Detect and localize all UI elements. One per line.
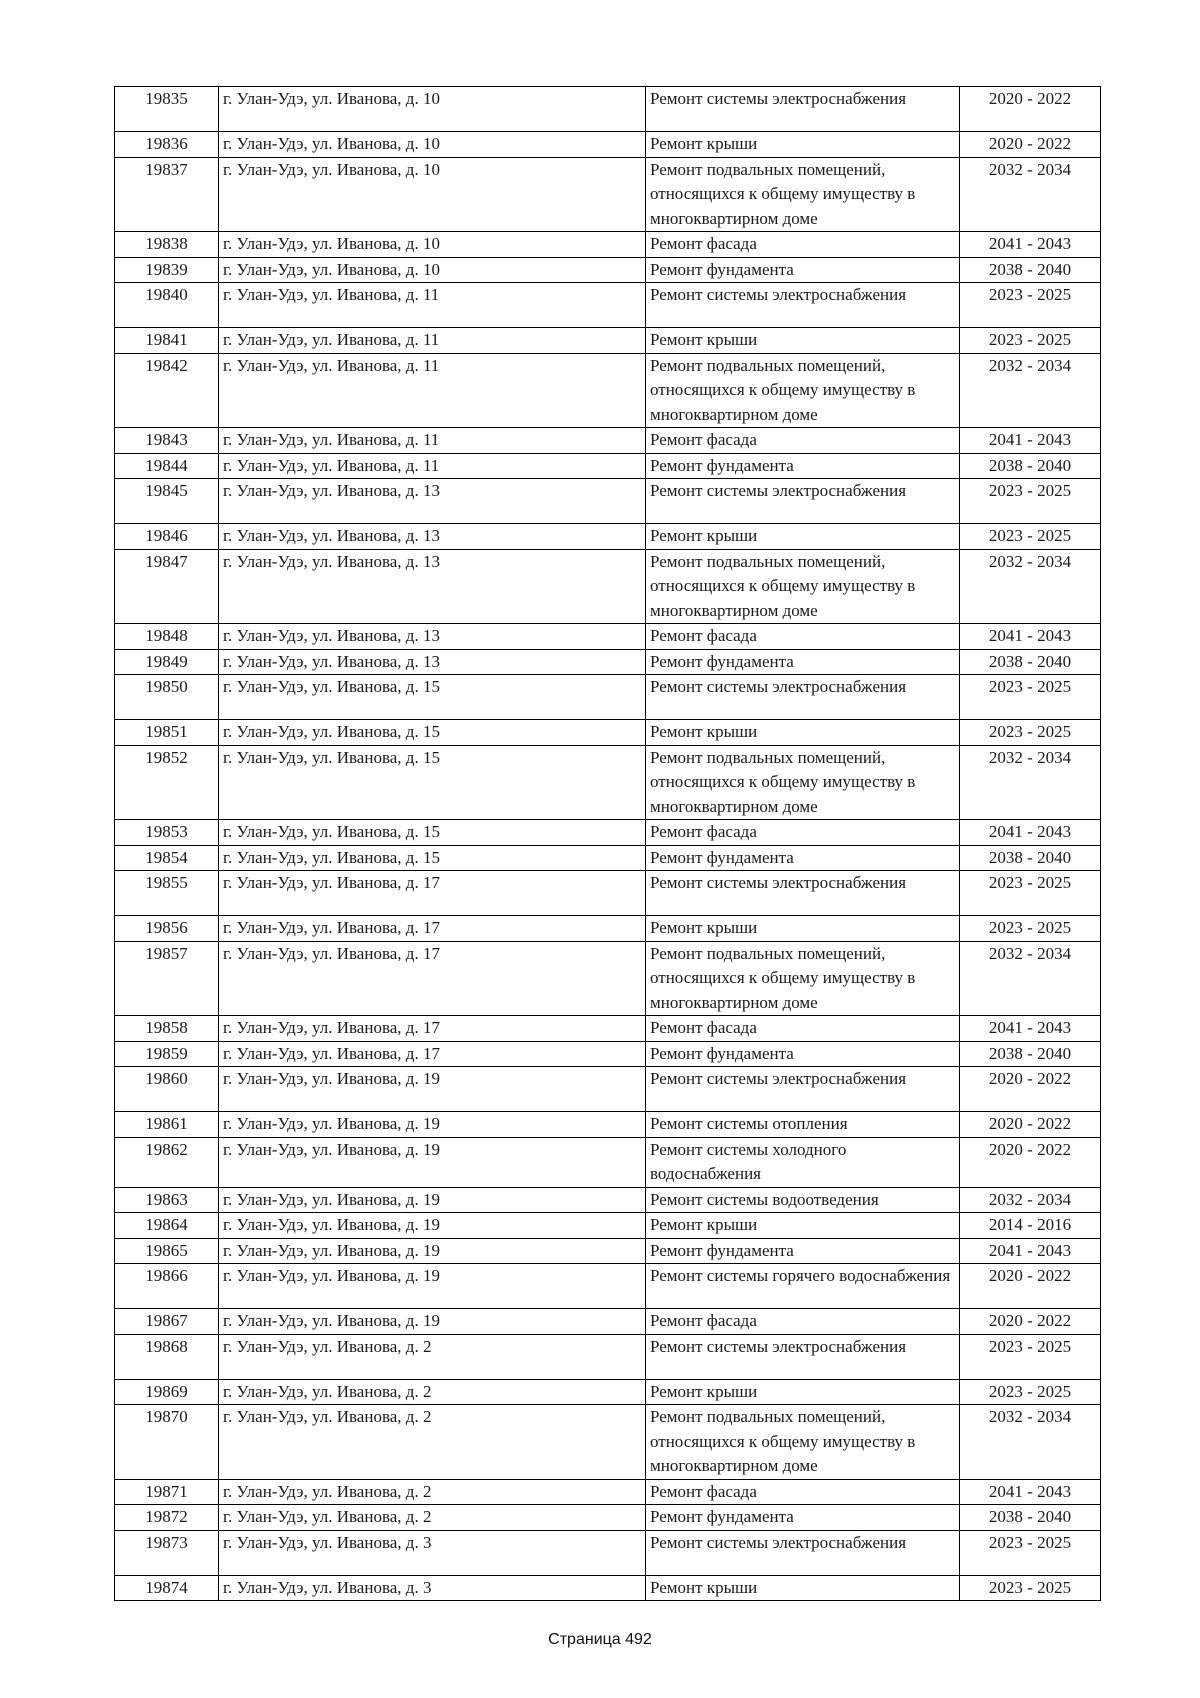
period-cell: 2020 - 2022 [960, 1067, 1101, 1112]
work-type-cell: Ремонт фасада [646, 820, 960, 846]
work-type-cell: Ремонт системы отопления [646, 1112, 960, 1138]
work-type-cell: Ремонт системы электроснабжения [646, 87, 960, 132]
work-type-cell: Ремонт подвальных помещений, относящихся к общему имуществу в многоквартирном доме [646, 941, 960, 1016]
address-cell: г. Улан-Удэ, ул. Иванова, д. 17 [219, 1016, 646, 1042]
address-cell: г. Улан-Удэ, ул. Иванова, д. 10 [219, 87, 646, 132]
period-cell: 2038 - 2040 [960, 649, 1101, 675]
address-cell: г. Улан-Удэ, ул. Иванова, д. 13 [219, 524, 646, 550]
work-type-cell: Ремонт крыши [646, 1575, 960, 1601]
address-cell: г. Улан-Удэ, ул. Иванова, д. 3 [219, 1530, 646, 1575]
table-row [115, 1334, 1101, 1379]
table-row [115, 845, 1101, 871]
work-type-cell: Ремонт фундамента [646, 1505, 960, 1531]
table-row [115, 1041, 1101, 1067]
row-number-cell: 19854 [115, 845, 219, 871]
period-cell: 2032 - 2034 [960, 549, 1101, 624]
period-cell: 2023 - 2025 [960, 1379, 1101, 1405]
work-type-cell: Ремонт фасада [646, 232, 960, 258]
work-type-cell: Ремонт фасада [646, 1016, 960, 1042]
table-row [115, 453, 1101, 479]
work-type-cell: Ремонт фасада [646, 624, 960, 650]
table-row [115, 1187, 1101, 1213]
address-cell: г. Улан-Удэ, ул. Иванова, д. 13 [219, 649, 646, 675]
work-type-cell: Ремонт системы горячего водоснабжения [646, 1264, 960, 1309]
table-row [115, 1016, 1101, 1042]
work-type-cell: Ремонт фасада [646, 1309, 960, 1335]
period-cell: 2020 - 2022 [960, 1112, 1101, 1138]
work-type-cell: Ремонт фасада [646, 1479, 960, 1505]
row-number-cell: 19868 [115, 1334, 219, 1379]
work-type-cell: Ремонт системы водоотведения [646, 1187, 960, 1213]
page-number: Страница 492 [548, 1631, 652, 1648]
period-cell: 2041 - 2043 [960, 820, 1101, 846]
row-number-cell: 19873 [115, 1530, 219, 1575]
table-row [115, 675, 1101, 720]
row-number-cell: 19865 [115, 1238, 219, 1264]
period-cell: 2032 - 2034 [960, 157, 1101, 232]
address-cell: г. Улан-Удэ, ул. Иванова, д. 2 [219, 1405, 646, 1480]
period-cell: 2020 - 2022 [960, 1137, 1101, 1187]
row-number-cell: 19835 [115, 87, 219, 132]
row-number-cell: 19862 [115, 1137, 219, 1187]
table-row [115, 624, 1101, 650]
address-cell: г. Улан-Удэ, ул. Иванова, д. 19 [219, 1264, 646, 1309]
table-row [115, 1379, 1101, 1405]
period-cell: 2032 - 2034 [960, 1187, 1101, 1213]
table-row [115, 87, 1101, 132]
work-type-cell: Ремонт крыши [646, 328, 960, 354]
work-type-cell: Ремонт подвальных помещений, относящихся к общему имуществу в многоквартирном доме [646, 157, 960, 232]
table-row [115, 428, 1101, 454]
work-type-cell: Ремонт системы электроснабжения [646, 283, 960, 328]
work-type-cell: Ремонт системы электроснабжения [646, 1067, 960, 1112]
row-number-cell: 19840 [115, 283, 219, 328]
address-cell: г. Улан-Удэ, ул. Иванова, д. 10 [219, 157, 646, 232]
address-cell: г. Улан-Удэ, ул. Иванова, д. 19 [219, 1067, 646, 1112]
period-cell: 2023 - 2025 [960, 1575, 1101, 1601]
work-type-cell: Ремонт подвальных помещений, относящихся к общему имуществу в многоквартирном доме [646, 1405, 960, 1480]
period-cell: 2041 - 2043 [960, 1238, 1101, 1264]
address-cell: г. Улан-Удэ, ул. Иванова, д. 19 [219, 1112, 646, 1138]
table-row [115, 941, 1101, 1016]
work-type-cell: Ремонт крыши [646, 1213, 960, 1239]
table-row [115, 1405, 1101, 1480]
table-row [115, 283, 1101, 328]
period-cell: 2023 - 2025 [960, 675, 1101, 720]
period-cell: 2032 - 2034 [960, 941, 1101, 1016]
address-cell: г. Улан-Удэ, ул. Иванова, д. 13 [219, 479, 646, 524]
address-cell: г. Улан-Удэ, ул. Иванова, д. 15 [219, 845, 646, 871]
row-number-cell: 19839 [115, 257, 219, 283]
period-cell: 2041 - 2043 [960, 624, 1101, 650]
address-cell: г. Улан-Удэ, ул. Иванова, д. 19 [219, 1309, 646, 1335]
row-number-cell: 19842 [115, 353, 219, 428]
work-type-cell: Ремонт крыши [646, 1379, 960, 1405]
period-cell: 2041 - 2043 [960, 428, 1101, 454]
address-cell: г. Улан-Удэ, ул. Иванова, д. 2 [219, 1505, 646, 1531]
work-type-cell: Ремонт фундамента [646, 649, 960, 675]
work-type-cell: Ремонт системы электроснабжения [646, 1530, 960, 1575]
address-cell: г. Улан-Удэ, ул. Иванова, д. 10 [219, 257, 646, 283]
period-cell: 2038 - 2040 [960, 257, 1101, 283]
address-cell: г. Улан-Удэ, ул. Иванова, д. 13 [219, 549, 646, 624]
row-number-cell: 19848 [115, 624, 219, 650]
work-type-cell: Ремонт фундамента [646, 1041, 960, 1067]
period-cell: 2041 - 2043 [960, 232, 1101, 258]
period-cell: 2023 - 2025 [960, 1334, 1101, 1379]
row-number-cell: 19860 [115, 1067, 219, 1112]
row-number-cell: 19853 [115, 820, 219, 846]
table-row [115, 232, 1101, 258]
table-row [115, 871, 1101, 916]
address-cell: г. Улан-Удэ, ул. Иванова, д. 11 [219, 328, 646, 354]
table-row [115, 1112, 1101, 1138]
row-number-cell: 19874 [115, 1575, 219, 1601]
repair-schedule-table [114, 86, 1101, 1601]
period-cell: 2023 - 2025 [960, 479, 1101, 524]
row-number-cell: 19851 [115, 720, 219, 746]
table-row [115, 720, 1101, 746]
table-row [115, 649, 1101, 675]
period-cell: 2038 - 2040 [960, 1505, 1101, 1531]
row-number-cell: 19861 [115, 1112, 219, 1138]
work-type-cell: Ремонт фундамента [646, 453, 960, 479]
row-number-cell: 19867 [115, 1309, 219, 1335]
table-row [115, 1264, 1101, 1309]
work-type-cell: Ремонт крыши [646, 524, 960, 550]
row-number-cell: 19855 [115, 871, 219, 916]
address-cell: г. Улан-Удэ, ул. Иванова, д. 11 [219, 283, 646, 328]
address-cell: г. Улан-Удэ, ул. Иванова, д. 13 [219, 624, 646, 650]
address-cell: г. Улан-Удэ, ул. Иванова, д. 19 [219, 1238, 646, 1264]
address-cell: г. Улан-Удэ, ул. Иванова, д. 2 [219, 1479, 646, 1505]
row-number-cell: 19846 [115, 524, 219, 550]
address-cell: г. Улан-Удэ, ул. Иванова, д. 11 [219, 428, 646, 454]
row-number-cell: 19841 [115, 328, 219, 354]
period-cell: 2023 - 2025 [960, 871, 1101, 916]
period-cell: 2023 - 2025 [960, 720, 1101, 746]
work-type-cell: Ремонт крыши [646, 720, 960, 746]
period-cell: 2023 - 2025 [960, 328, 1101, 354]
work-type-cell: Ремонт системы электроснабжения [646, 675, 960, 720]
work-type-cell: Ремонт системы электроснабжения [646, 1334, 960, 1379]
period-cell: 2038 - 2040 [960, 453, 1101, 479]
work-type-cell: Ремонт системы холодного водоснабжения [646, 1137, 960, 1187]
address-cell: г. Улан-Удэ, ул. Иванова, д. 17 [219, 916, 646, 942]
work-type-cell: Ремонт системы электроснабжения [646, 871, 960, 916]
table-row [115, 549, 1101, 624]
row-number-cell: 19857 [115, 941, 219, 1016]
work-type-cell: Ремонт подвальных помещений, относящихся к общему имуществу в многоквартирном доме [646, 549, 960, 624]
period-cell: 2032 - 2034 [960, 745, 1101, 820]
period-cell: 2038 - 2040 [960, 1041, 1101, 1067]
work-type-cell: Ремонт фасада [646, 428, 960, 454]
address-cell: г. Улан-Удэ, ул. Иванова, д. 17 [219, 871, 646, 916]
table-row [115, 1238, 1101, 1264]
row-number-cell: 19843 [115, 428, 219, 454]
work-type-cell: Ремонт подвальных помещений, относящихся к общему имуществу в многоквартирном доме [646, 745, 960, 820]
table-row [115, 1067, 1101, 1112]
period-cell: 2041 - 2043 [960, 1016, 1101, 1042]
period-cell: 2020 - 2022 [960, 87, 1101, 132]
address-cell: г. Улан-Удэ, ул. Иванова, д. 19 [219, 1213, 646, 1239]
period-cell: 2014 - 2016 [960, 1213, 1101, 1239]
address-cell: г. Улан-Удэ, ул. Иванова, д. 10 [219, 132, 646, 158]
row-number-cell: 19866 [115, 1264, 219, 1309]
row-number-cell: 19849 [115, 649, 219, 675]
row-number-cell: 19844 [115, 453, 219, 479]
row-number-cell: 19863 [115, 1187, 219, 1213]
period-cell: 2032 - 2034 [960, 1405, 1101, 1480]
table-row [115, 916, 1101, 942]
work-type-cell: Ремонт подвальных помещений, относящихся к общему имуществу в многоквартирном доме [646, 353, 960, 428]
row-number-cell: 19859 [115, 1041, 219, 1067]
table-row [115, 820, 1101, 846]
row-number-cell: 19856 [115, 916, 219, 942]
table-row [115, 257, 1101, 283]
period-cell: 2020 - 2022 [960, 1309, 1101, 1335]
address-cell: г. Улан-Удэ, ул. Иванова, д. 15 [219, 745, 646, 820]
address-cell: г. Улан-Удэ, ул. Иванова, д. 15 [219, 820, 646, 846]
work-type-cell: Ремонт фундамента [646, 257, 960, 283]
address-cell: г. Улан-Удэ, ул. Иванова, д. 19 [219, 1137, 646, 1187]
address-cell: г. Улан-Удэ, ул. Иванова, д. 17 [219, 941, 646, 1016]
table-row [115, 1213, 1101, 1239]
row-number-cell: 19852 [115, 745, 219, 820]
period-cell: 2023 - 2025 [960, 916, 1101, 942]
table-row [115, 1505, 1101, 1531]
table-row [115, 479, 1101, 524]
table-row [115, 353, 1101, 428]
period-cell: 2020 - 2022 [960, 132, 1101, 158]
address-cell: г. Улан-Удэ, ул. Иванова, д. 2 [219, 1379, 646, 1405]
row-number-cell: 19850 [115, 675, 219, 720]
address-cell: г. Улан-Удэ, ул. Иванова, д. 17 [219, 1041, 646, 1067]
work-type-cell: Ремонт фундамента [646, 845, 960, 871]
work-type-cell: Ремонт фундамента [646, 1238, 960, 1264]
row-number-cell: 19847 [115, 549, 219, 624]
work-type-cell: Ремонт крыши [646, 132, 960, 158]
table-row [115, 328, 1101, 354]
table-body [115, 87, 1101, 1601]
address-cell: г. Улан-Удэ, ул. Иванова, д. 10 [219, 232, 646, 258]
period-cell: 2032 - 2034 [960, 353, 1101, 428]
table-row [115, 745, 1101, 820]
row-number-cell: 19864 [115, 1213, 219, 1239]
table-row [115, 157, 1101, 232]
address-cell: г. Улан-Удэ, ул. Иванова, д. 3 [219, 1575, 646, 1601]
row-number-cell: 19869 [115, 1379, 219, 1405]
table-row [115, 1530, 1101, 1575]
table-row [115, 132, 1101, 158]
row-number-cell: 19845 [115, 479, 219, 524]
period-cell: 2023 - 2025 [960, 524, 1101, 550]
row-number-cell: 19858 [115, 1016, 219, 1042]
table-row [115, 1575, 1101, 1601]
row-number-cell: 19870 [115, 1405, 219, 1480]
work-type-cell: Ремонт системы электроснабжения [646, 479, 960, 524]
table-row [115, 1137, 1101, 1187]
table-row [115, 524, 1101, 550]
address-cell: г. Улан-Удэ, ул. Иванова, д. 11 [219, 453, 646, 479]
row-number-cell: 19872 [115, 1505, 219, 1531]
period-cell: 2020 - 2022 [960, 1264, 1101, 1309]
table-row [115, 1479, 1101, 1505]
period-cell: 2023 - 2025 [960, 283, 1101, 328]
address-cell: г. Улан-Удэ, ул. Иванова, д. 15 [219, 675, 646, 720]
row-number-cell: 19836 [115, 132, 219, 158]
period-cell: 2041 - 2043 [960, 1479, 1101, 1505]
row-number-cell: 19838 [115, 232, 219, 258]
work-type-cell: Ремонт крыши [646, 916, 960, 942]
row-number-cell: 19837 [115, 157, 219, 232]
address-cell: г. Улан-Удэ, ул. Иванова, д. 2 [219, 1334, 646, 1379]
address-cell: г. Улан-Удэ, ул. Иванова, д. 15 [219, 720, 646, 746]
address-cell: г. Улан-Удэ, ул. Иванова, д. 11 [219, 353, 646, 428]
row-number-cell: 19871 [115, 1479, 219, 1505]
table-row [115, 1309, 1101, 1335]
address-cell: г. Улан-Удэ, ул. Иванова, д. 19 [219, 1187, 646, 1213]
period-cell: 2038 - 2040 [960, 845, 1101, 871]
period-cell: 2023 - 2025 [960, 1530, 1101, 1575]
